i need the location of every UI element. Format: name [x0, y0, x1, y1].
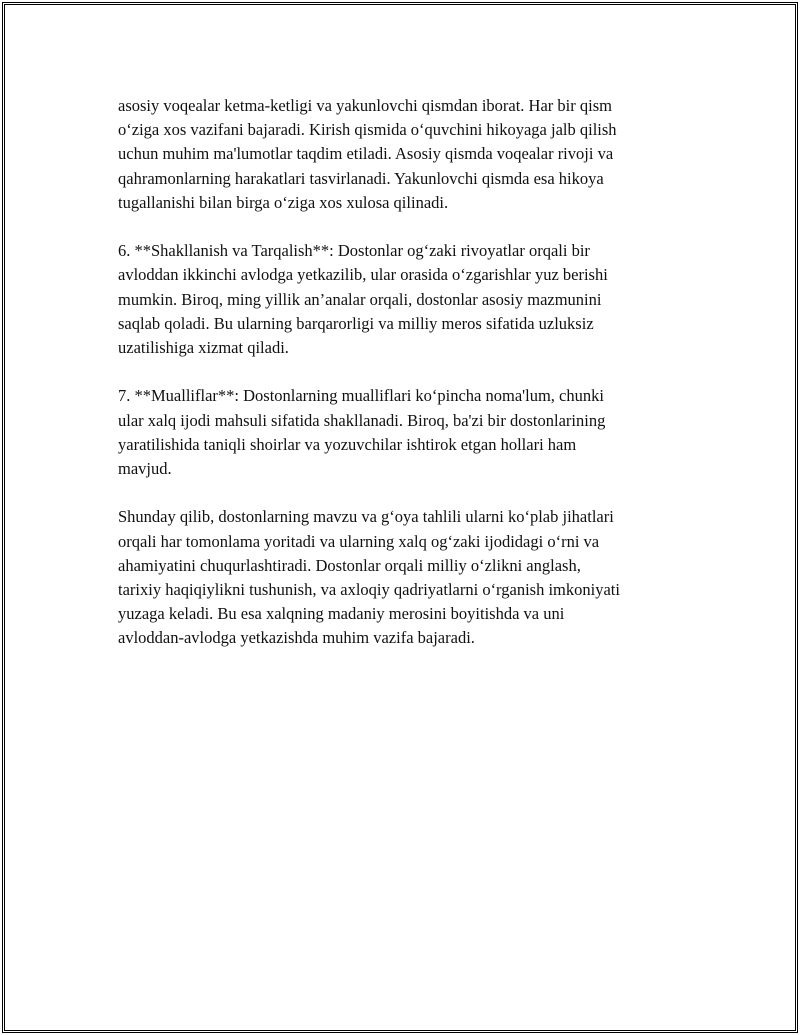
paragraph-conclusion: Shunday qilib, dostonlarning mavzu va g‘oya tahlili ularni ko‘plab jihatlari orqali har tomonlama yoritadi va ularning xalq og‘zaki ijodidagi o‘rni va ahamiyatini chuqurlashtiradi. Dostonlar orqali milliy o‘zlikni anglash, tarixiy haqiqiylikni tushunish, va axloqiy qadriyatlarni o‘rganish imkoniyati yuzaga keladi. Bu esa xalqning madaniy merosini boyitishda va uni avloddan-avlodga yetkazishda muhim vazifa bajaradi. [118, 507, 620, 648]
paragraph-structure: asosiy voqealar ketma-ketligi va yakunlovchi qismdan iborat. Har bir qism o‘ziga xos vazifani bajaradi. Kirish qismida o‘quvchini hikoyaga jalb qilish uchun muhim ma'lumotlar taqdim etiladi. Asosiy qismda voqealar rivoji va qahramonlarning harakatlari tasvirlanadi. Yakunlovchi qismda esa hikoya tugallanishi bilan birga o‘ziga xos xulosa qilinadi. [118, 96, 617, 212]
paragraph-authors: 7. **Mualliflar**: Dostonlarning mualliflari ko‘pincha noma'lum, chunki ular xalq ijodi mahsuli sifatida shakllanadi. Biroq, ba'zi bir dostonlarining yaratilishida taniqli shoirlar va yozuvchilar ishtirok etgan hollari ham mavjud. [118, 386, 606, 479]
document-body [118, 94, 683, 675]
paragraph-formation-spread: 6. **Shakllanish va Tarqalish**: Dostonlar og‘zaki rivoyatlar orqali bir avloddan ikkinchi avlodga yetkazilib, ular orasida o‘zgarishlar yuz berishi mumkin. Biroq, ming yillik an’analar orqali, dostonlar asosiy mazmunini saqlab qoladi. Bu ularning barqarorligi va milliy meros sifatida uzluksiz uzatilishiga xizmat qiladi. [118, 241, 608, 358]
